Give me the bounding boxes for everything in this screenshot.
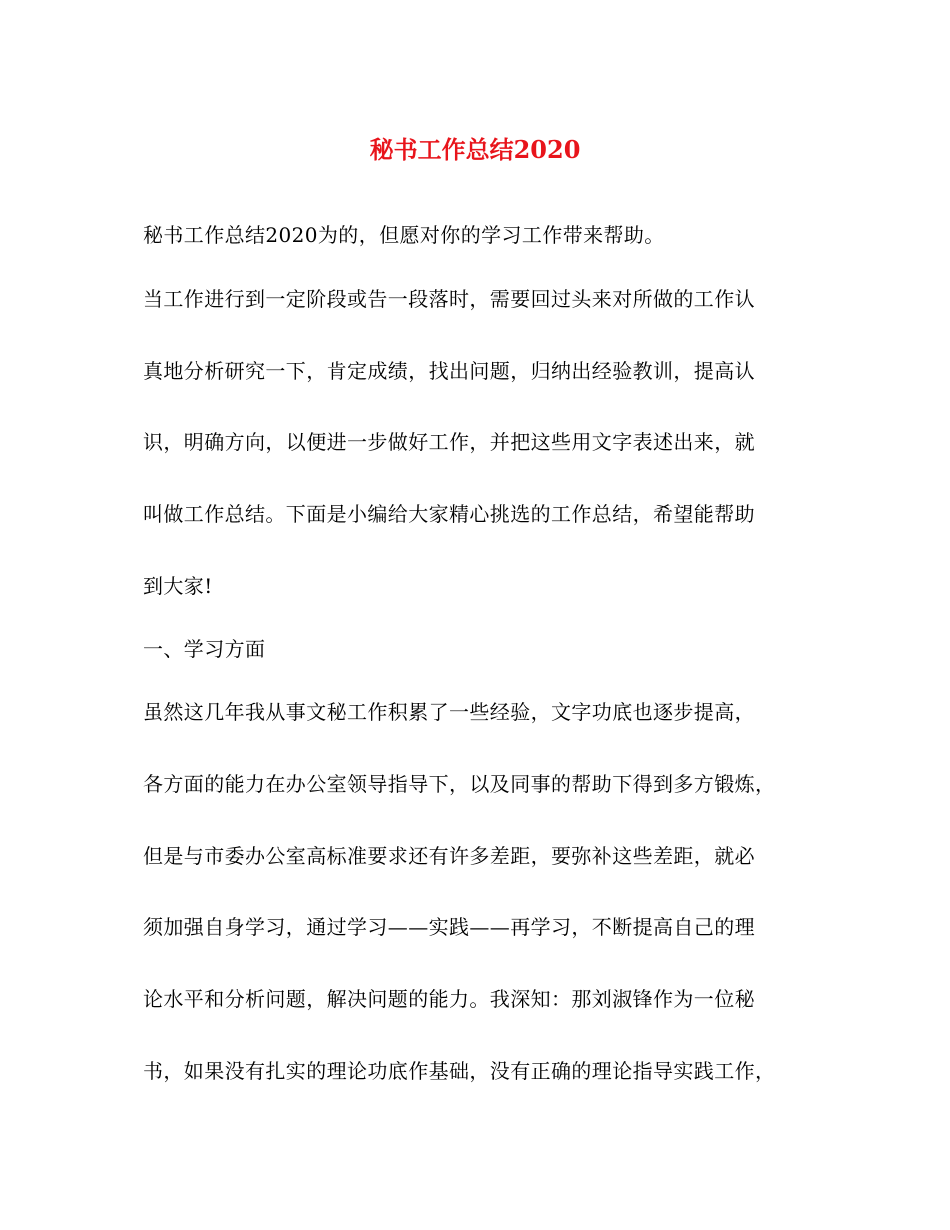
body-line: 但是与市委办公室高标准要求还有许多差距，要弥补这些差距，就必 [143, 844, 755, 868]
body-line: 真地分析研究一下，肯定成绩，找出问题，归纳出经验教训，提高认 [143, 359, 755, 383]
body-line: 叫做工作总结。下面是小编给大家精心挑选的工作总结，希望能帮助 [143, 502, 755, 526]
body-line: 秘书工作总结2020为的，但愿对你的学习工作带来帮助。 [143, 223, 665, 247]
document-title: 秘书工作总结2020 [369, 135, 581, 164]
body-line: 书，如果没有扎实的理论功底作基础，没有正确的理论指导实践工作， [143, 1059, 776, 1083]
body-line: 虽然这几年我从事文秘工作积累了一些经验，文字功底也逐步提高， [143, 700, 755, 724]
body-line: 当工作进行到一定阶段或告一段落时，需要回过头来对所做的工作认 [143, 287, 755, 311]
body-line: 到大家! [143, 574, 213, 598]
section-heading: 一、学习方面 [143, 637, 266, 661]
body-line: 各方面的能力在办公室领导指导下，以及同事的帮助下得到多方锻炼， [143, 772, 776, 796]
body-line: 须加强自身学习，通过学习——实践——再学习，不断提高自己的理 [143, 915, 755, 939]
body-line: 识，明确方向，以便进一步做好工作，并把这些用文字表述出来，就 [143, 430, 755, 454]
body-line: 论水平和分析问题，解决问题的能力。我深知：那刘淑锋作为一位秘 [143, 987, 755, 1011]
